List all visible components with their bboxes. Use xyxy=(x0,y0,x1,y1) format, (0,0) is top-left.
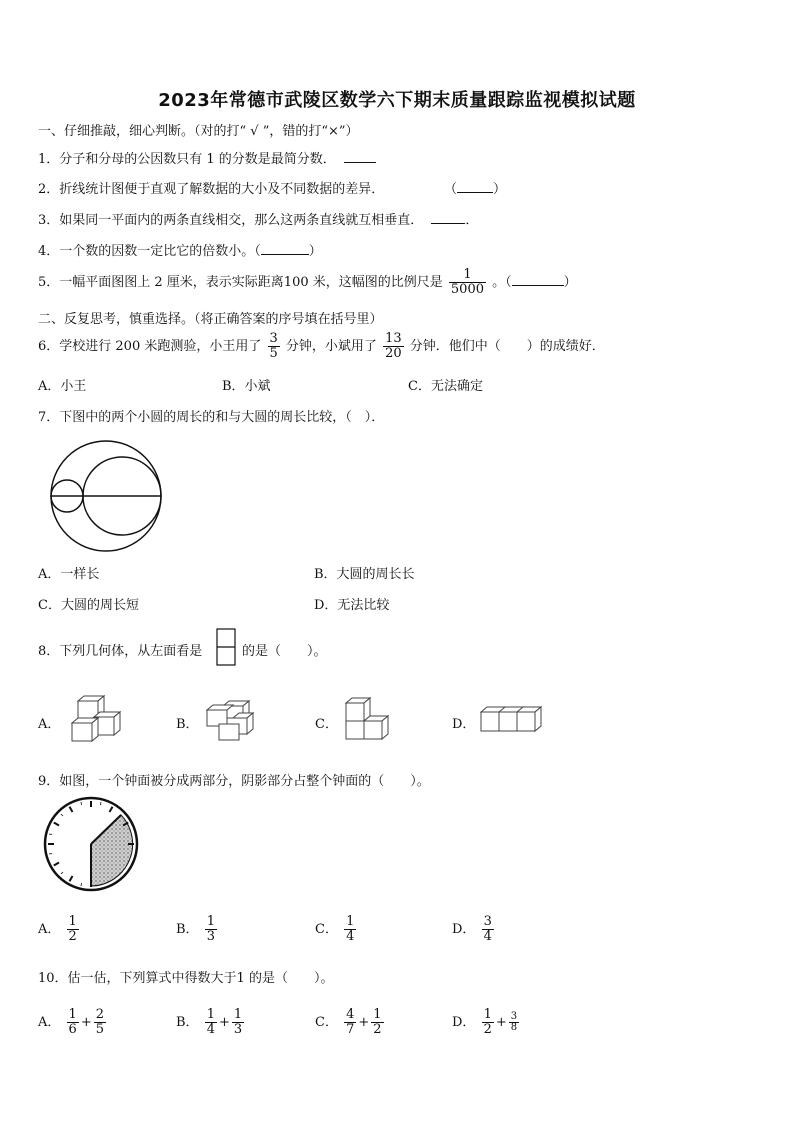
q8-option-b[interactable]: B． xyxy=(176,717,199,732)
question-5-text: 5．一幅平面图图上 2 厘米，表示实际距离100 米，这幅图的比例尺是 xyxy=(38,275,443,290)
q7-option-d[interactable]: D．无法比较 xyxy=(314,598,390,613)
question-5 xyxy=(38,266,577,300)
q10-option-c[interactable] xyxy=(315,1003,386,1043)
section-1-heading: 一、仔细推敲，细心判断。（对的打“ √ ”，错的打“×”） xyxy=(38,124,359,139)
question-3 xyxy=(38,209,478,228)
paren-open: （ xyxy=(444,182,458,197)
cube-solid-d xyxy=(479,705,545,733)
q10-option-d[interactable] xyxy=(452,1003,521,1043)
q10-a-fraction-2: $\frac{2}{5}$ xyxy=(95,1007,104,1037)
question-9: 9．如图，一个钟面被分成两部分，阴影部分占整个钟面的（ ）。 xyxy=(38,774,430,789)
section-2-heading: 二、反复思考，慎重选择。（将正确答案的序号填在括号里） xyxy=(38,312,383,327)
option-label: A． xyxy=(38,922,61,937)
option-label: D． xyxy=(452,1015,476,1030)
answer-blank[interactable] xyxy=(344,150,376,163)
option-label: B． xyxy=(176,922,199,937)
q8-option-d[interactable]: D． xyxy=(452,717,476,732)
question-6 xyxy=(38,330,605,364)
q6-option-b[interactable]: B．小斌 xyxy=(222,379,271,394)
q10-d-fraction-2: $\frac{3}{8}$ xyxy=(510,1010,518,1033)
q9-fraction-d: $\frac{3}{4}$ xyxy=(483,914,492,944)
cube-solid-b xyxy=(205,700,257,744)
option-label: B． xyxy=(176,1015,199,1030)
fraction-xiaowang: $\frac{3}{5}$ xyxy=(269,331,278,361)
q10-option-b[interactable] xyxy=(176,1003,246,1043)
option-label: A． xyxy=(38,1015,61,1030)
scale-fraction: $\frac{1}{5000}$ xyxy=(450,267,484,297)
q6-option-c[interactable]: C．无法确定 xyxy=(408,379,483,394)
plus-sign: + xyxy=(358,1015,370,1030)
q10-a-fraction-1: $\frac{1}{6}$ xyxy=(68,1007,77,1037)
period: ． xyxy=(465,213,479,228)
question-2-text: 2．折线统计图便于直观了解数据的大小及不同数据的差异． xyxy=(38,182,385,197)
question-6-post: 分钟．他们中（ ）的成绩好． xyxy=(409,339,605,354)
option-label: C． xyxy=(315,922,338,937)
q9-fraction-a: $\frac{1}{2}$ xyxy=(68,914,77,944)
question-8 xyxy=(38,640,202,659)
q10-b-fraction-2: $\frac{1}{3}$ xyxy=(233,1007,243,1037)
cube-solid-a xyxy=(68,695,124,747)
question-7: 7．下图中的两个小圆的周长的和与大圆的周长比较，（ ）． xyxy=(38,410,385,425)
question-8-text: 8．下列几何体，从左面看是 xyxy=(38,644,203,659)
q8-option-c[interactable]: C． xyxy=(315,717,338,732)
q7-option-b[interactable]: B．大圆的周长长 xyxy=(314,567,415,582)
question-5-post: 。（ xyxy=(492,275,512,290)
answer-blank[interactable] xyxy=(457,180,493,193)
question-2 xyxy=(38,178,384,197)
q6-option-a[interactable]: A．小王 xyxy=(38,379,87,394)
option-label: D． xyxy=(452,922,476,937)
paren-close: ） xyxy=(563,275,577,290)
q9-fraction-b: $\frac{1}{3}$ xyxy=(206,914,215,944)
question-6-text: 6．学校进行 200 米跑测验，小王用了 xyxy=(38,339,262,354)
option-label: C． xyxy=(315,1015,338,1030)
circles-figure xyxy=(44,440,168,552)
q9-option-d[interactable] xyxy=(452,910,496,950)
q10-option-a[interactable] xyxy=(38,1003,108,1043)
plus-sign: + xyxy=(80,1015,92,1030)
answer-blank[interactable] xyxy=(261,242,309,255)
q9-option-a[interactable] xyxy=(38,910,81,950)
question-4-text: 4．一个数的因数一定比它的倍数小。（ xyxy=(38,244,261,259)
question-6-mid: 分钟，小斌用了 xyxy=(285,339,377,354)
q7-option-c[interactable]: C．大圆的周长短 xyxy=(38,598,139,613)
clock-face xyxy=(43,796,139,892)
paren-close: ） xyxy=(308,244,322,259)
question-3-text: 3．如果同一平面内的两条直线相交，那么这两条直线就互相垂直． xyxy=(38,213,424,228)
plus-sign: + xyxy=(495,1015,507,1030)
question-8-post: 的是（ ）。 xyxy=(242,644,327,659)
q10-d-fraction-1: $\frac{1}{2}$ xyxy=(483,1007,492,1037)
q9-fraction-c: $\frac{1}{4}$ xyxy=(346,914,355,944)
q10-b-fraction-1: $\frac{1}{4}$ xyxy=(206,1007,215,1037)
cube-solid-c xyxy=(344,695,394,747)
q9-option-c[interactable] xyxy=(315,910,358,950)
q8-option-a[interactable]: A． xyxy=(38,717,61,732)
q7-option-a[interactable]: A．一样长 xyxy=(38,567,100,582)
answer-blank[interactable] xyxy=(431,211,465,224)
question-4 xyxy=(38,240,322,259)
question-10: 10．估一估，下列算式中得数大于1 的是（ ）。 xyxy=(38,971,334,986)
q10-c-fraction-2: $\frac{1}{2}$ xyxy=(373,1007,382,1037)
question-1-text: 1．分子和分母的公因数只有 1 的分数是最简分数． xyxy=(38,152,336,167)
paren-close: ） xyxy=(493,182,507,197)
question-2-answer[interactable] xyxy=(444,178,506,197)
q10-c-fraction-1: $\frac{4}{7}$ xyxy=(346,1007,355,1037)
fraction-xiaobin: $\frac{13}{20}$ xyxy=(385,331,402,361)
plus-sign: + xyxy=(218,1015,230,1030)
answer-blank[interactable] xyxy=(512,273,564,286)
q9-option-b[interactable] xyxy=(176,910,219,950)
question-1 xyxy=(38,148,376,167)
page-title: 2023年常德市武陵区数学六下期末质量跟踪监视模拟试题 xyxy=(158,90,636,111)
left-view-shape xyxy=(216,628,236,666)
